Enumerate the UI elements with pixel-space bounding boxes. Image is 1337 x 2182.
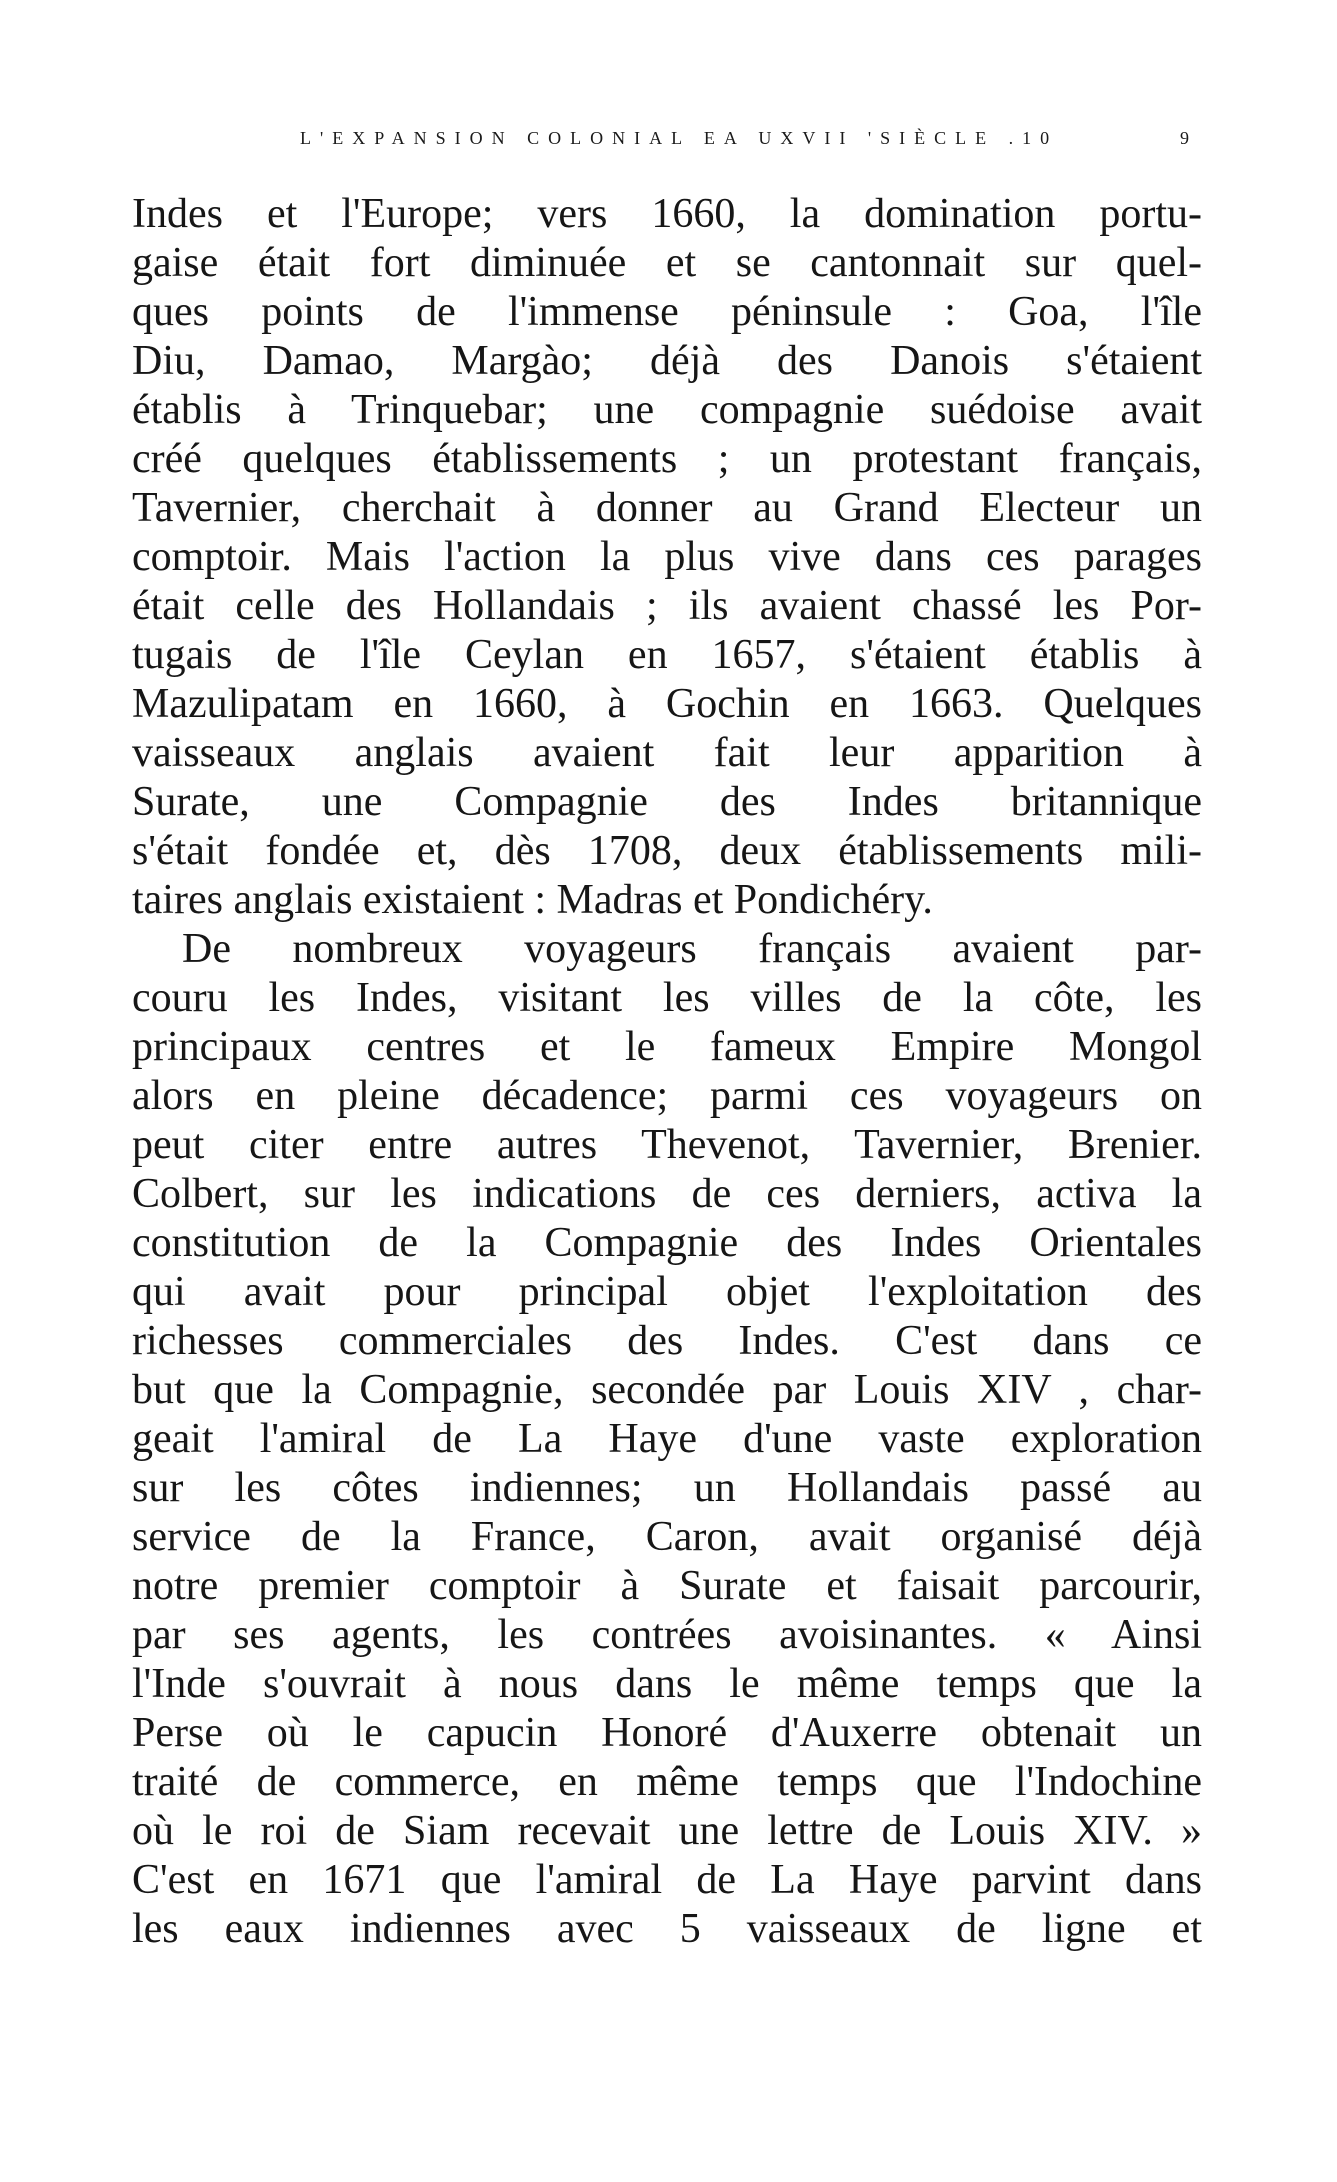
text-line: Indes et l'Europe; vers 1660, la domination portu-: [132, 191, 1202, 237]
text-line: les eaux indiennes avec 5 vaisseaux de ligne et: [132, 1906, 1202, 1952]
text-line: s'était fondée et, dès 1708, deux établissements mili-: [132, 828, 1202, 874]
text-line: gaise était fort diminuée et se cantonnait sur quel-: [132, 240, 1202, 286]
page-number: 9: [1180, 128, 1189, 148]
text-line: tugais de l'île Ceylan en 1657, s'étaient établis à: [132, 632, 1202, 678]
text-line: créé quelques établissements ; un protestant français,: [132, 436, 1202, 482]
text-line: était celle des Hollandais ; ils avaient chassé les Por-: [132, 583, 1202, 629]
text-line: sur les côtes indiennes; un Hollandais passé au: [132, 1465, 1202, 1511]
text-line: Perse où le capucin Honoré d'Auxerre obtenait un: [132, 1710, 1202, 1756]
text-line: ques points de l'immense péninsule : Goa, l'île: [132, 289, 1202, 335]
text-line: où le roi de Siam recevait une lettre de Louis XIV. »: [132, 1808, 1202, 1854]
text-line: service de la France, Caron, avait organisé déjà: [132, 1514, 1202, 1560]
body-text: [132, 190, 1202, 1954]
running-head: L'EXPANSION COLONIAL EA UXVII 'SIÈCLE .10: [300, 128, 1059, 148]
text-line: C'est en 1671 que l'amiral de La Haye parvint dans: [132, 1857, 1202, 1903]
text-line: Diu, Damao, Margào; déjà des Danois s'étaient: [132, 338, 1202, 384]
text-line: établis à Trinquebar; une compagnie suédoise avait: [132, 387, 1202, 433]
text-line: Colbert, sur les indications de ces derniers, activa la: [132, 1171, 1202, 1217]
text-line: l'Inde s'ouvrait à nous dans le même temps que la: [132, 1661, 1202, 1707]
text-line: par ses agents, les contrées avoisinantes. « Ainsi: [132, 1612, 1202, 1658]
text-line: Surate, une Compagnie des Indes britannique: [132, 779, 1202, 825]
text-line: Tavernier, cherchait à donner au Grand Electeur un: [132, 485, 1202, 531]
text-line: Mazulipatam en 1660, à Gochin en 1663. Quelques: [132, 681, 1202, 727]
text-line: qui avait pour principal objet l'exploitation des: [132, 1269, 1202, 1315]
text-line: couru les Indes, visitant les villes de la côte, les: [132, 975, 1202, 1021]
text-line: comptoir. Mais l'action la plus vive dans ces parages: [132, 534, 1202, 580]
text-line: vaisseaux anglais avaient fait leur apparition à: [132, 730, 1202, 776]
text-line: geait l'amiral de La Haye d'une vaste exploration: [132, 1416, 1202, 1462]
text-line: taires anglais existaient : Madras et Pondichéry.: [132, 877, 933, 923]
text-line: peut citer entre autres Thevenot, Tavernier, Brenier.: [132, 1122, 1202, 1168]
text-line: De nombreux voyageurs français avaient par-: [182, 926, 1202, 972]
text-line: alors en pleine décadence; parmi ces voyageurs on: [132, 1073, 1202, 1119]
text-line: traité de commerce, en même temps que l'Indochine: [132, 1759, 1202, 1805]
text-line: constitution de la Compagnie des Indes Orientales: [132, 1220, 1202, 1266]
text-line: principaux centres et le fameux Empire Mongol: [132, 1024, 1202, 1070]
text-line: notre premier comptoir à Surate et faisait parcourir,: [132, 1563, 1202, 1609]
text-line: but que la Compagnie, secondée par Louis XIV , char-: [132, 1367, 1202, 1413]
text-line: richesses commerciales des Indes. C'est dans ce: [132, 1318, 1202, 1364]
